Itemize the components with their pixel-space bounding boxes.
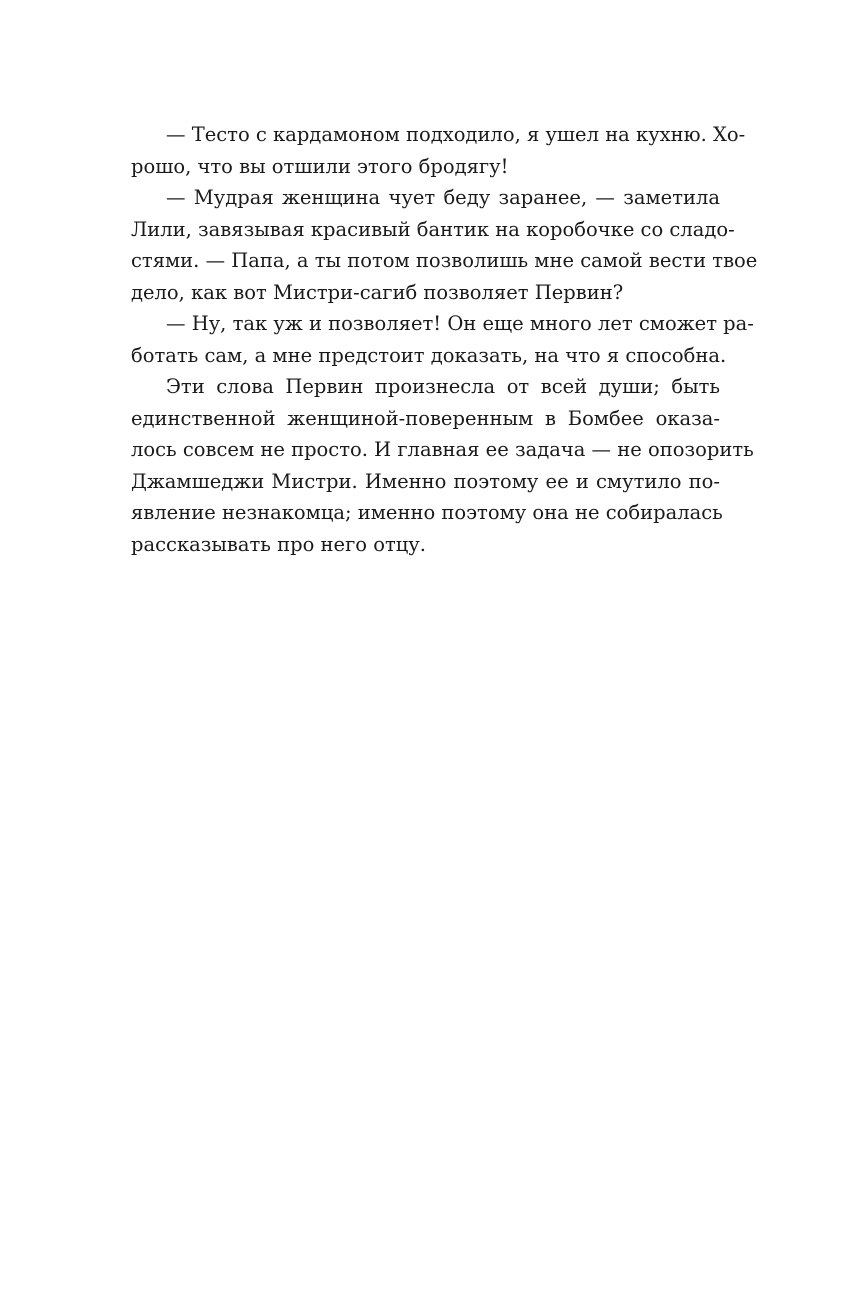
paragraph-4 — [131, 371, 754, 560]
text-line: Джамшеджи Мистри. Именно поэтому ее и смутило по- — [131, 469, 720, 493]
text-line: Эти слова Первин произнесла от всей души; быть — [166, 375, 720, 398]
paragraph-3 — [131, 308, 754, 371]
paragraph-2 — [131, 182, 758, 308]
text-line: явление незнакомца; именно поэтому она не собиралась — [131, 501, 723, 524]
text-line: Лили, завязывая красивый бантик на коробочке со сладо- — [131, 217, 735, 241]
text-line: дело, как вот Мистри-сагиб позволяет Первин? — [131, 280, 624, 304]
text-line: рошо, что вы отшили этого бродягу! — [131, 154, 509, 178]
body-text — [131, 119, 758, 560]
text-line: — Тесто с кардамоном подходило, я ушел на кухню. Хо- — [166, 123, 746, 146]
paragraph-1 — [131, 119, 746, 182]
text-line: рассказывать про него отцу. — [131, 532, 426, 556]
text-line: — Ну, так уж и позволяет! Он еще много лет сможет ра- — [166, 312, 754, 335]
text-line: ботать сам, а мне предстоит доказать, на что я способна. — [131, 343, 727, 367]
text-line: — Мудрая женщина чует беду заранее, — заметила — [166, 186, 720, 209]
text-line: стями. — Папа, а ты потом позволишь мне самой вести твое — [131, 249, 758, 272]
text-line: лось совсем не просто. И главная ее задача — не опозорить — [131, 438, 754, 461]
text-line: единственной женщиной-поверенным в Бомбее оказа- — [131, 406, 720, 430]
